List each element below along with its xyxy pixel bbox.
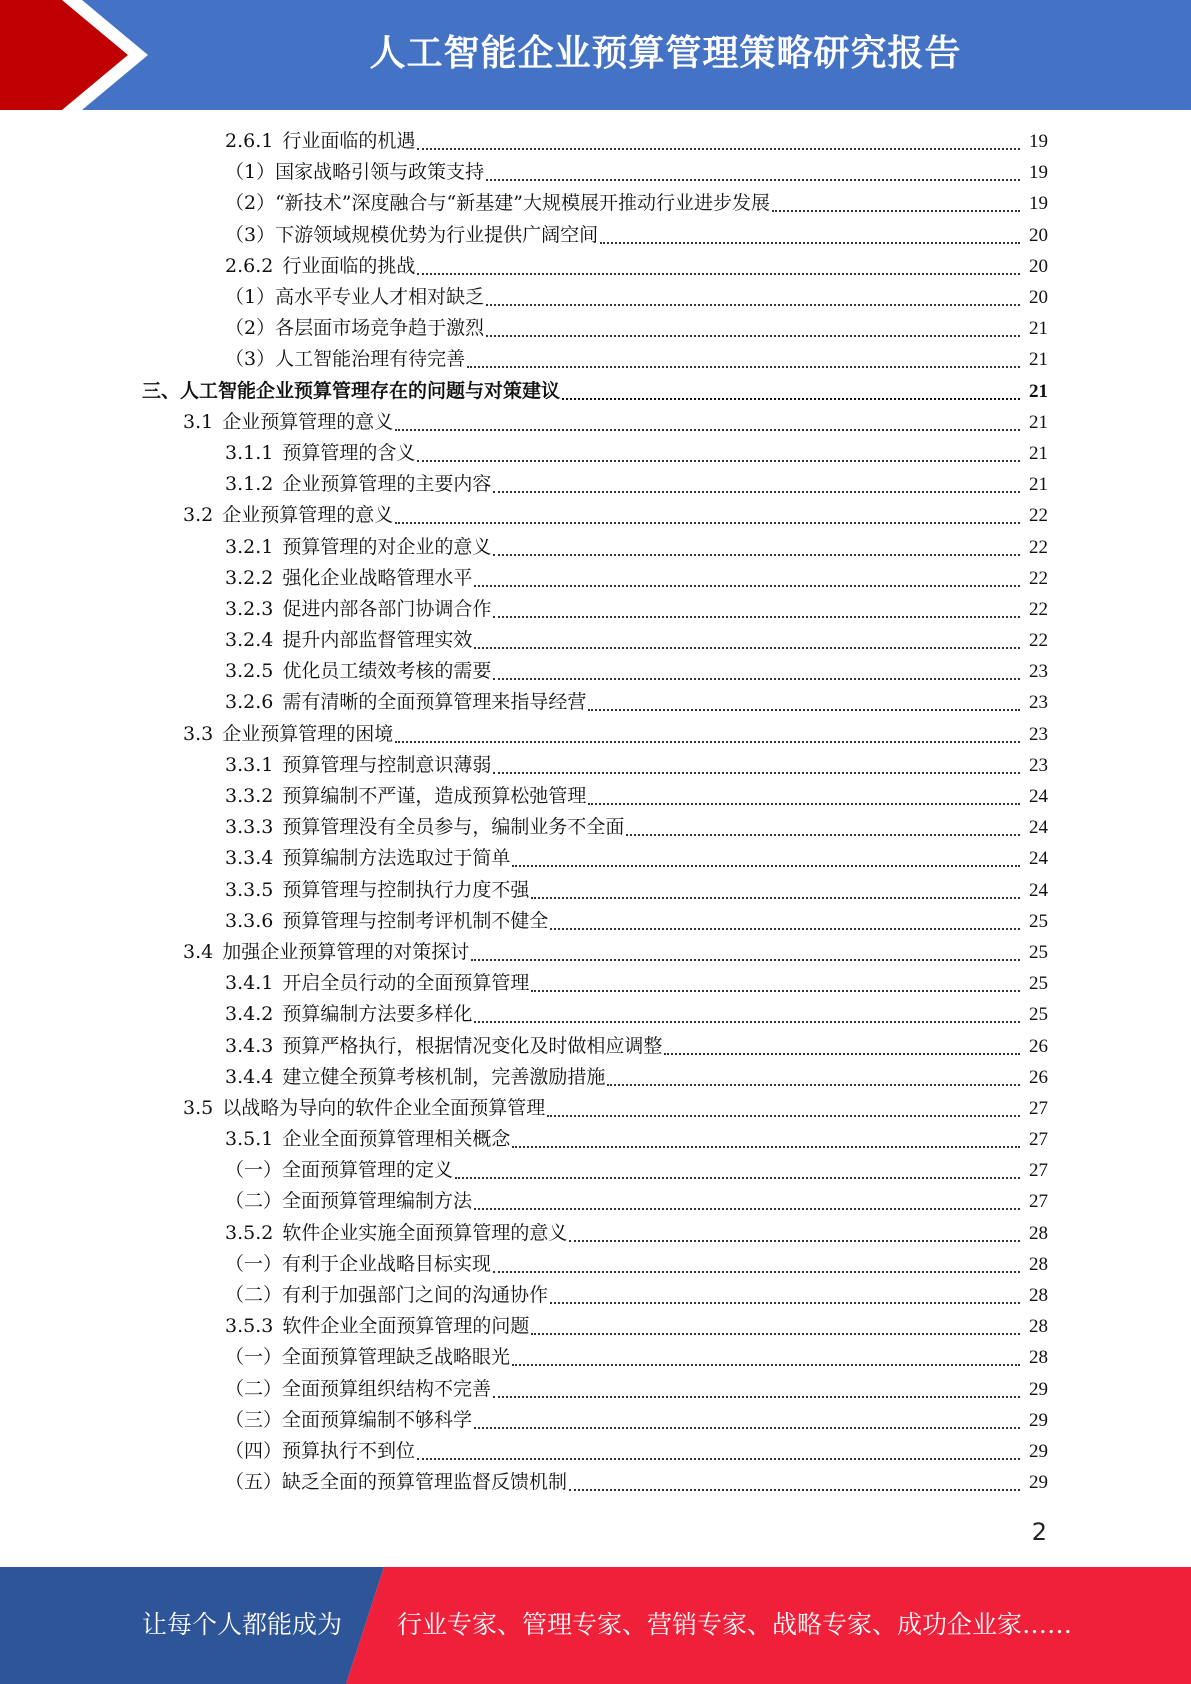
header-red-chevron <box>0 0 128 110</box>
toc-dot-leader <box>417 1457 1020 1460</box>
header-chevron-decoration <box>0 0 160 110</box>
toc-entry-title: （3）下游领域规模优势为行业提供广阔空间 <box>225 223 599 246</box>
toc-entry-title: 需有清晰的全面预算管理来指导经营 <box>282 691 587 714</box>
toc-entry-title: 软件企业全面预算管理的问题 <box>282 1315 530 1338</box>
toc-entry-title: 建立健全预算考核机制，完善激励措施 <box>282 1065 606 1088</box>
toc-dot-leader <box>512 864 1020 867</box>
toc-entry-title: （2）“新技术”深度融合与“新基建”大规模展开推动行业进步发展 <box>225 192 770 215</box>
toc-dot-leader <box>588 802 1020 805</box>
toc-entry[interactable] <box>0 1436 1191 1467</box>
toc-entry-page: 21 <box>1029 442 1048 464</box>
toc-entry-title: 企业预算管理的主要内容 <box>282 473 492 496</box>
toc-dot-leader <box>547 1114 1020 1117</box>
toc-entry-number: 3.2.2 <box>225 566 274 589</box>
toc-entry-title: 预算管理与控制考评机制不健全 <box>282 909 549 932</box>
toc-entry-title: 以战略为导向的软件企业全面预算管理 <box>222 1096 546 1119</box>
toc-entry-page: 22 <box>1029 630 1048 652</box>
toc-entry-title: 行业面临的挑战 <box>282 254 416 277</box>
toc-entry-page: 21 <box>1029 380 1048 402</box>
toc-entry-number: 3.3.3 <box>225 816 274 839</box>
toc-entry-title: （3）人工智能治理有待完善 <box>225 348 466 371</box>
toc-entry-page: 22 <box>1029 567 1048 589</box>
toc-entry[interactable] <box>0 500 1191 531</box>
toc-entry-page: 27 <box>1029 1129 1048 1151</box>
toc-entry[interactable] <box>0 531 1191 562</box>
toc-dot-leader <box>588 708 1020 711</box>
document-title: 人工智能企业预算管理策略研究报告 <box>369 33 962 74</box>
toc-entry-page: 19 <box>1029 162 1048 184</box>
toc-entry-title: （一）全面预算管理缺乏战略眼光 <box>225 1346 511 1369</box>
toc-entry-number: 3.4.3 <box>225 1034 274 1057</box>
toc-dot-leader <box>664 1052 1020 1055</box>
toc-entry[interactable] <box>0 344 1191 375</box>
toc-dot-leader <box>471 958 1020 961</box>
toc-entry-page: 26 <box>1029 1035 1048 1057</box>
toc-entry-page: 29 <box>1029 1409 1048 1431</box>
toc-entry-page: 27 <box>1029 1160 1048 1182</box>
toc-dot-leader <box>493 490 1020 493</box>
toc-dot-leader <box>600 241 1020 244</box>
toc-entry-title: 预算编制不严谨，造成预算松弛管理 <box>282 785 587 808</box>
toc-entry-page: 24 <box>1029 817 1048 839</box>
toc-entry-number: 3.2.3 <box>225 597 274 620</box>
toc-entry-title: 开启全员行动的全面预算管理 <box>282 972 530 995</box>
toc-entry-title: （二）有利于加强部门之间的沟通协作 <box>225 1284 549 1307</box>
toc-entry[interactable] <box>0 750 1191 781</box>
toc-entry-page: 29 <box>1029 1440 1048 1462</box>
toc-entry-title: 提升内部监督管理实效 <box>282 629 473 652</box>
toc-entry[interactable] <box>0 157 1191 188</box>
toc-entry[interactable] <box>0 968 1191 999</box>
toc-entry-title: （一）有利于企业战略目标实现 <box>225 1252 492 1275</box>
toc-dot-leader <box>550 1301 1020 1304</box>
toc-entry[interactable] <box>0 313 1191 344</box>
toc-dot-leader <box>474 584 1020 587</box>
toc-dot-leader <box>493 615 1020 618</box>
toc-entry-number: 3.3.2 <box>225 785 274 808</box>
toc-entry[interactable] <box>0 625 1191 656</box>
toc-entry-title: 预算管理的对企业的意义 <box>282 535 492 558</box>
toc-dot-leader <box>607 1083 1020 1086</box>
toc-dot-leader <box>467 365 1020 368</box>
toc-entry-page: 28 <box>1029 1347 1048 1369</box>
toc-entry-title: （三）全面预算编制不够科学 <box>225 1408 473 1431</box>
toc-dot-leader <box>531 989 1020 992</box>
toc-entry[interactable] <box>0 687 1191 718</box>
toc-entry-number: 3.1.2 <box>225 473 274 496</box>
toc-entry[interactable] <box>0 407 1191 438</box>
toc-entry[interactable] <box>0 812 1191 843</box>
toc-dot-leader <box>395 428 1020 431</box>
toc-entry-page: 28 <box>1029 1253 1048 1275</box>
toc-entry[interactable] <box>0 438 1191 469</box>
toc-entry[interactable] <box>0 220 1191 251</box>
toc-entry[interactable] <box>0 1249 1191 1280</box>
toc-dot-leader <box>772 209 1020 212</box>
toc-entry-page: 22 <box>1029 598 1048 620</box>
toc-entry-page: 24 <box>1029 848 1048 870</box>
toc-entry[interactable] <box>0 781 1191 812</box>
toc-dot-leader <box>486 303 1020 306</box>
toc-dot-leader <box>531 1332 1020 1335</box>
toc-entry-page: 21 <box>1029 318 1048 340</box>
toc-entry[interactable] <box>0 126 1191 157</box>
toc-entry-title: 行业面临的机遇 <box>282 130 416 153</box>
toc-entry[interactable] <box>0 1155 1191 1186</box>
toc-entry-page: 28 <box>1029 1285 1048 1307</box>
toc-entry-page: 22 <box>1029 536 1048 558</box>
toc-entry-page: 21 <box>1029 474 1048 496</box>
toc-entry-page: 21 <box>1029 411 1048 433</box>
toc-entry-number: 3.5.2 <box>225 1221 274 1244</box>
toc-dot-leader <box>474 646 1020 649</box>
toc-entry-page: 20 <box>1029 255 1048 277</box>
toc-dot-leader <box>486 178 1020 181</box>
toc-entry-title: 加强企业预算管理的对策探讨 <box>222 940 470 963</box>
toc-entry-number: 3.1.1 <box>225 441 274 464</box>
toc-dot-leader <box>493 677 1020 680</box>
toc-entry-number: 3.2.4 <box>225 629 274 652</box>
toc-dot-leader <box>395 521 1020 524</box>
toc-dot-leader <box>531 896 1020 899</box>
toc-entry-page: 24 <box>1029 879 1048 901</box>
toc-entry-number: 3.3.4 <box>225 847 274 870</box>
toc-entry-title: 预算管理没有全员参与，编制业务不全面 <box>282 816 625 839</box>
page-header <box>0 0 1191 110</box>
toc-entry[interactable] <box>0 469 1191 500</box>
toc-entry-number: 3.4.1 <box>225 972 274 995</box>
toc-entry-title: 企业预算管理的意义 <box>222 504 394 527</box>
toc-entry-number: 3.3 <box>183 722 214 745</box>
toc-entry-number: 3.2.6 <box>225 691 274 714</box>
toc-entry-number: 3.3.5 <box>225 878 274 901</box>
toc-dot-leader <box>493 771 1020 774</box>
toc-entry-number: 3.3.6 <box>225 909 274 932</box>
toc-entry[interactable] <box>0 1030 1191 1061</box>
toc-entry[interactable] <box>0 719 1191 750</box>
toc-entry[interactable] <box>0 875 1191 906</box>
toc-entry-page: 29 <box>1029 1472 1048 1494</box>
toc-entry[interactable] <box>0 1405 1191 1436</box>
toc-entry-number: 2.6.2 <box>225 254 274 277</box>
toc-dot-leader <box>486 334 1020 337</box>
toc-entry-page: 23 <box>1029 723 1048 745</box>
toc-dot-leader <box>512 1363 1020 1366</box>
toc-entry-page: 21 <box>1029 349 1048 371</box>
toc-entry-title: （一）全面预算管理的定义 <box>225 1159 454 1182</box>
toc-entry-title: 软件企业实施全面预算管理的意义 <box>282 1221 568 1244</box>
toc-entry-page: 29 <box>1029 1378 1048 1400</box>
toc-entry-title: （2）各层面市场竞争趋于激烈 <box>225 317 485 340</box>
toc-entry-number: 3.5.1 <box>225 1128 274 1151</box>
toc-entry-page: 25 <box>1029 1004 1048 1026</box>
toc-entry-number: 3.4.4 <box>225 1065 274 1088</box>
toc-entry-title: 预算管理与控制执行力度不强 <box>282 878 530 901</box>
page-number: 2 <box>1031 1518 1047 1546</box>
toc-dot-leader <box>562 397 1020 400</box>
toc-entry-title: 企业预算管理的困境 <box>222 722 394 745</box>
toc-entry[interactable] <box>0 594 1191 625</box>
toc-entry-title: 预算编制方法选取过于简单 <box>282 847 511 870</box>
toc-entry-number: 3.2.5 <box>225 660 274 683</box>
toc-entry[interactable] <box>0 999 1191 1030</box>
toc-entry-page: 25 <box>1029 973 1048 995</box>
toc-dot-leader <box>569 1239 1020 1242</box>
toc-entry-number: 2.6.1 <box>225 130 274 153</box>
toc-entry[interactable] <box>0 188 1191 219</box>
toc-entry[interactable] <box>0 251 1191 282</box>
toc-entry[interactable] <box>0 1186 1191 1217</box>
toc-entry-page: 27 <box>1029 1097 1048 1119</box>
toc-entry-title: （二）全面预算管理编制方法 <box>225 1190 473 1213</box>
toc-entry-title: 预算管理的含义 <box>282 441 416 464</box>
toc-entry-page: 20 <box>1029 287 1048 309</box>
page-footer <box>0 1567 1191 1684</box>
toc-entry-page: 19 <box>1029 193 1048 215</box>
toc-dot-leader <box>417 147 1020 150</box>
toc-entry[interactable] <box>0 1093 1191 1124</box>
toc-entry-number: 3.5.3 <box>225 1315 274 1338</box>
toc-entry-page: 23 <box>1029 754 1048 776</box>
toc-entry-title: 预算编制方法要多样化 <box>282 1003 473 1026</box>
toc-entry[interactable] <box>0 1280 1191 1311</box>
toc-dot-leader <box>550 927 1020 930</box>
toc-entry-page: 28 <box>1029 1222 1048 1244</box>
toc-entry-page: 20 <box>1029 224 1048 246</box>
toc-entry-page: 26 <box>1029 1066 1048 1088</box>
toc-entry-page: 28 <box>1029 1316 1048 1338</box>
toc-entry[interactable] <box>0 1374 1191 1405</box>
toc-entry-number: 3.4 <box>183 940 214 963</box>
toc-entry-title: （1）国家战略引领与政策支持 <box>225 161 485 184</box>
toc-entry-title: 优化员工绩效考核的需要 <box>282 660 492 683</box>
toc-entry-page: 25 <box>1029 941 1048 963</box>
toc-entry[interactable] <box>0 656 1191 687</box>
toc-entry-page: 27 <box>1029 1191 1048 1213</box>
toc-entry-page: 23 <box>1029 661 1048 683</box>
toc-entry-title: （二）全面预算组织结构不完善 <box>225 1377 492 1400</box>
toc-entry[interactable] <box>0 563 1191 594</box>
toc-dot-leader <box>493 553 1020 556</box>
toc-entry[interactable] <box>0 1342 1191 1373</box>
toc-entry[interactable] <box>0 843 1191 874</box>
toc-entry[interactable] <box>0 937 1191 968</box>
table-of-contents <box>0 126 1191 1498</box>
footer-slogan-right: 行业专家、管理专家、营销专家、战略专家、成功企业家…… <box>397 1610 1073 1639</box>
toc-entry-title: （五）缺乏全面的预算管理监督反馈机制 <box>225 1471 568 1494</box>
toc-entry-title: 三、人工智能企业预算管理存在的问题与对策建议 <box>142 379 561 402</box>
toc-dot-leader <box>455 1176 1020 1179</box>
toc-entry[interactable] <box>0 376 1191 407</box>
toc-entry[interactable] <box>0 1218 1191 1249</box>
toc-dot-leader <box>493 1395 1020 1398</box>
toc-entry-number: 3.1 <box>183 410 214 433</box>
toc-entry[interactable] <box>0 1467 1191 1498</box>
toc-entry-title: 企业全面预算管理相关概念 <box>282 1128 511 1151</box>
toc-entry-number: 3.2 <box>183 504 214 527</box>
toc-dot-leader <box>417 272 1020 275</box>
toc-entry-page: 19 <box>1029 131 1048 153</box>
toc-entry[interactable] <box>0 1311 1191 1342</box>
toc-entry-title: 预算管理与控制意识薄弱 <box>282 753 492 776</box>
toc-dot-leader <box>417 459 1020 462</box>
toc-entry-number: 3.4.2 <box>225 1003 274 1026</box>
toc-entry[interactable] <box>0 282 1191 313</box>
toc-entry-page: 23 <box>1029 692 1048 714</box>
toc-entry-title: （1）高水平专业人才相对缺乏 <box>225 286 485 309</box>
footer-slogan-left: 让每个人都能成为 <box>142 1610 343 1639</box>
toc-entry-page: 24 <box>1029 786 1048 808</box>
toc-entry[interactable] <box>0 906 1191 937</box>
toc-dot-leader <box>474 1426 1020 1429</box>
toc-entry-title: 强化企业战略管理水平 <box>282 566 473 589</box>
toc-entry[interactable] <box>0 1124 1191 1155</box>
toc-dot-leader <box>569 1488 1020 1491</box>
toc-dot-leader <box>474 1020 1020 1023</box>
toc-entry-page: 22 <box>1029 505 1048 527</box>
toc-entry-title: 企业预算管理的意义 <box>222 410 394 433</box>
toc-dot-leader <box>395 740 1020 743</box>
toc-entry[interactable] <box>0 1062 1191 1093</box>
toc-entry-number: 3.3.1 <box>225 753 274 776</box>
toc-entry-title: 促进内部各部门协调合作 <box>282 597 492 620</box>
toc-entry-title: 预算严格执行，根据情况变化及时做相应调整 <box>282 1034 663 1057</box>
toc-entry-number: 3.5 <box>183 1096 214 1119</box>
toc-dot-leader <box>626 833 1020 836</box>
toc-entry-page: 25 <box>1029 910 1048 932</box>
toc-dot-leader <box>512 1145 1020 1148</box>
toc-dot-leader <box>493 1270 1020 1273</box>
toc-dot-leader <box>474 1207 1020 1210</box>
toc-entry-number: 3.2.1 <box>225 535 274 558</box>
toc-entry-title: （四）预算执行不到位 <box>225 1439 416 1462</box>
